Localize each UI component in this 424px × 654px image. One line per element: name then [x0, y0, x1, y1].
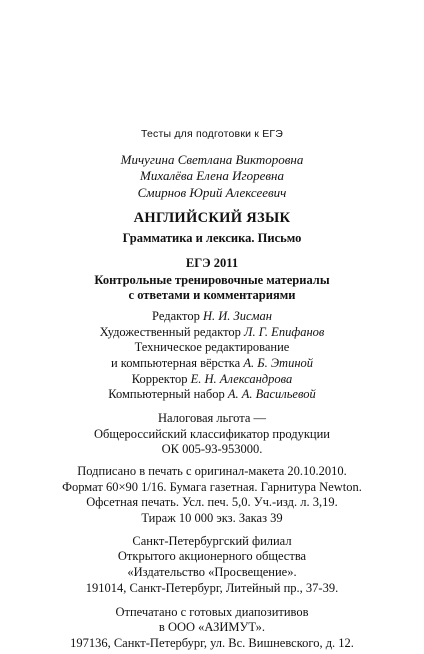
print-info-3: Офсетная печать. Усл. печ. 5,0. Уч.-изд. л. 3,19.	[86, 495, 338, 509]
publisher-address: 191014, Санкт-Петербург, Литейный пр., 37-39.	[85, 581, 339, 595]
author-2: Михалёва Елена Игоревна	[140, 168, 284, 183]
credit-name: Н. И. Зисман	[202, 309, 272, 323]
credit-name: А. Б. Этиной	[243, 356, 314, 370]
print-info-4: Тираж 10 000 экз. Заказ 39	[141, 511, 283, 525]
credit-layout	[0, 356, 424, 371]
credit-tech-editing	[0, 340, 424, 355]
print-info-1: Подписано в печать с оригинал-макета 20.10.2010.	[77, 464, 347, 478]
credit-role: Компьютерный набор	[108, 387, 225, 401]
credit-role: Техническое редактирование	[134, 340, 290, 354]
printer-address: 197136, Санкт-Петербург, ул. Вс. Вишневского, д. 12.	[70, 636, 354, 650]
credit-role: и компьютерная вёрстка	[110, 356, 241, 370]
credit-name: А. А. Васильевой	[227, 387, 316, 401]
exam-label: ЕГЭ 2011	[185, 256, 239, 270]
book-subtitle: Грамматика и лексика. Письмо	[122, 231, 302, 245]
materials-line-1: Контрольные тренировочные материалы	[94, 273, 330, 287]
author-3: Смирнов Юрий Алексеевич	[137, 185, 287, 200]
credit-role: Корректор	[131, 372, 188, 386]
credit-art-editor	[0, 325, 424, 340]
print-info-2: Формат 60×90 1/16. Бумага газетная. Гарнитура Newton.	[62, 480, 362, 494]
materials-line-2: с ответами и комментариями	[128, 288, 296, 302]
publisher-2: Открытого акционерного общества	[117, 549, 307, 563]
publisher-3: «Издательство «Просвещение».	[127, 565, 297, 579]
series-line: Тесты для подготовки к ЕГЭ	[140, 128, 284, 140]
credit-name: Л. Г. Епифанов	[244, 325, 325, 339]
tax-line-1: Налоговая льгота —	[157, 411, 267, 425]
credit-role: Художественный редактор	[99, 325, 241, 339]
printer-1: Отпечатано с готовых диапозитивов	[115, 605, 309, 619]
tax-line-3: ОК 005-93-953000.	[161, 442, 263, 456]
credit-role: Редактор	[152, 309, 200, 323]
credit-name: Е. Н. Александрова	[190, 372, 293, 386]
printer-2: в ООО «АЗИМУТ».	[158, 620, 266, 634]
tax-line-2: Общероссийский классификатор продукции	[93, 427, 331, 441]
author-1: Мичугина Светлана Викторовна	[120, 152, 304, 167]
publisher-1: Санкт-Петербургский филиал	[132, 534, 292, 548]
credit-proofreader	[0, 372, 424, 387]
book-title: АНГЛИЙСКИЙ ЯЗЫК	[133, 210, 291, 226]
credit-typesetting	[0, 387, 424, 402]
credit-editor	[0, 309, 424, 324]
